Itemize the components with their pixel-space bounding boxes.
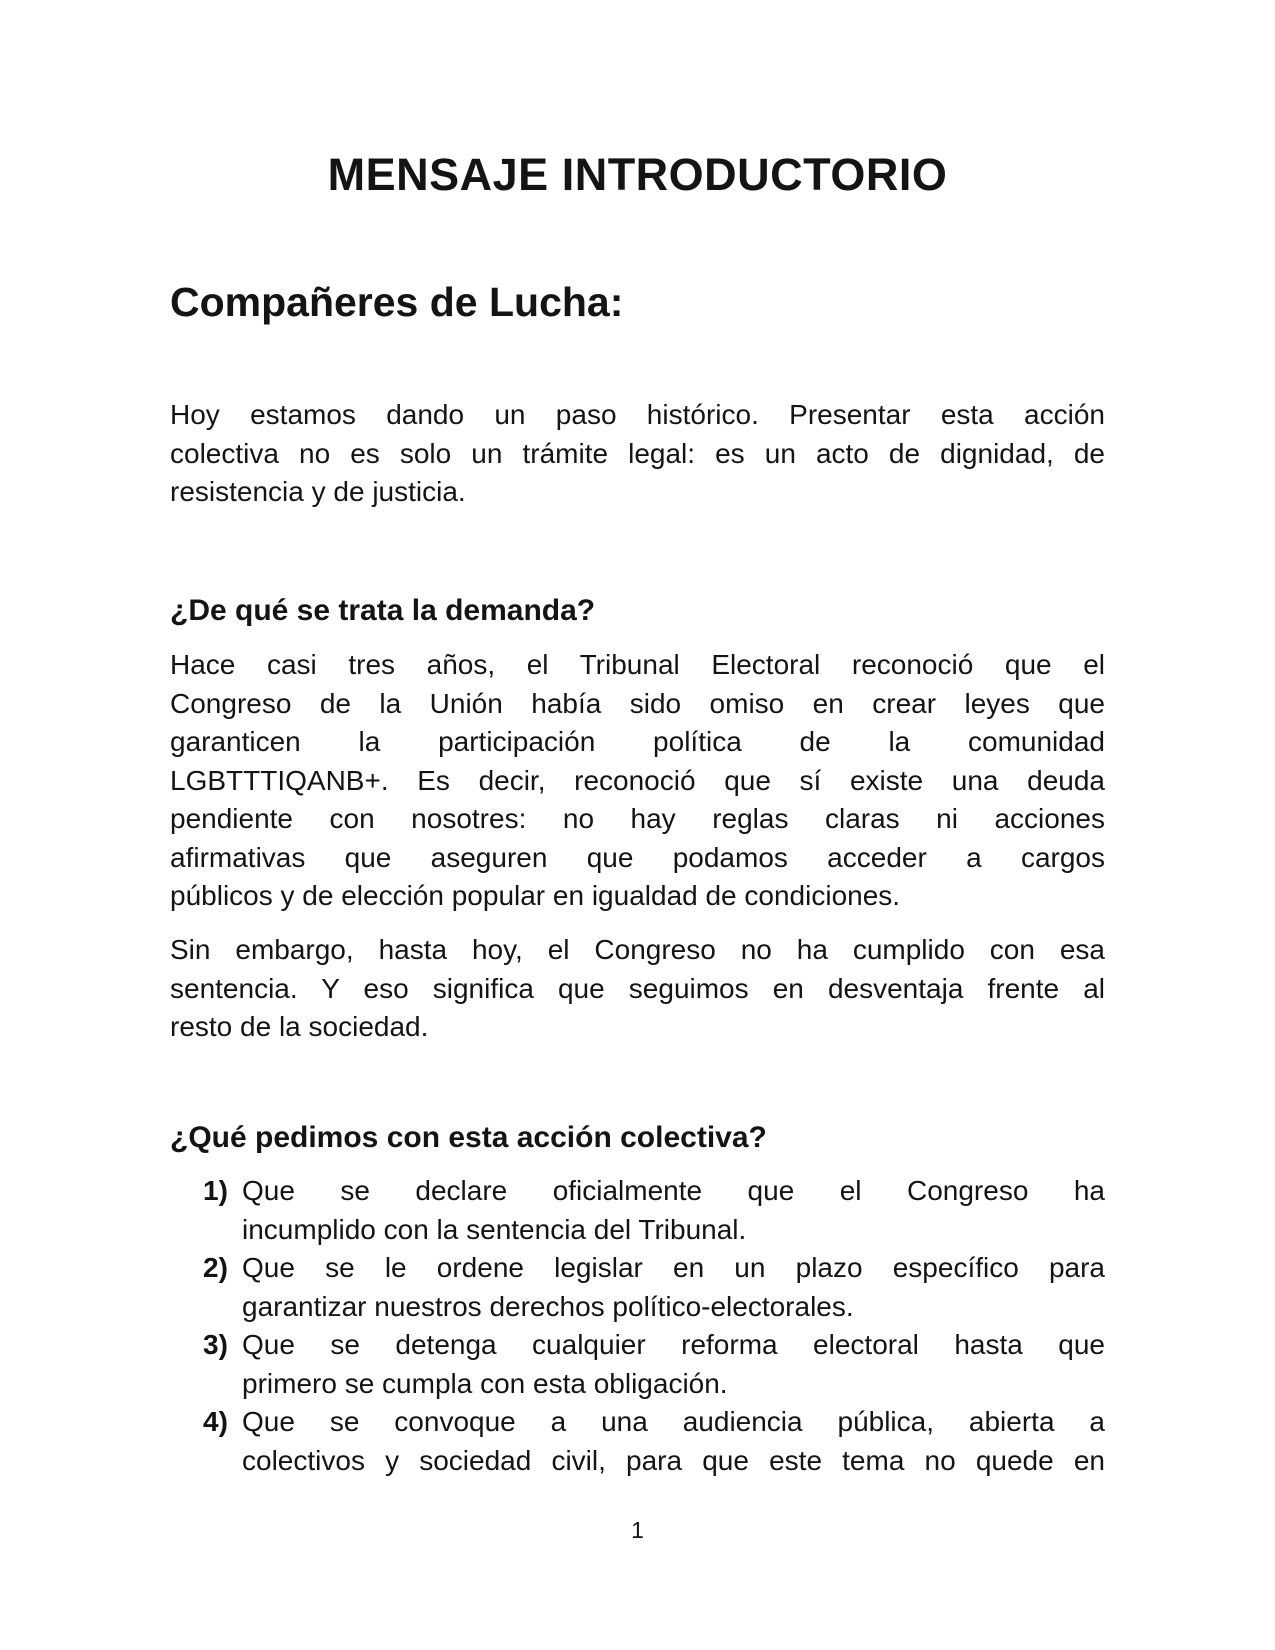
list-item-line: Que se declare oficialmente que el Congreso ha xyxy=(242,1175,1105,1206)
list-marker: 1) xyxy=(203,1175,228,1206)
paragraph-line: Hace casi tres años, el Tribunal Electoral reconoció que el xyxy=(170,649,1105,680)
paragraph-line: afirmativas que aseguren que podamos acceder a cargos xyxy=(170,841,1105,873)
page-number: 1 xyxy=(631,1517,644,1543)
list-item xyxy=(170,1326,1105,1403)
list-item xyxy=(170,1249,1105,1326)
paragraph-line: Hoy estamos dando un paso histórico. Presentar esta acción xyxy=(170,399,1105,430)
list-item-line: primero se cumpla con esta obligación. xyxy=(242,1367,728,1399)
section-heading-demanda: ¿De qué se trata la demanda? xyxy=(170,594,596,627)
list-item-line: Que se detenga cualquier reforma electoral hasta que xyxy=(242,1329,1105,1360)
paragraph-line: sentencia. Y eso significa que seguimos en desventaja frente al xyxy=(170,972,1105,1004)
section1-paragraph2 xyxy=(170,931,1105,1047)
list-item xyxy=(170,1172,1105,1249)
list-marker: 2) xyxy=(203,1252,228,1283)
list-item-line: Que se le ordene legislar en un plazo específico para xyxy=(242,1252,1105,1283)
list-item-line: colectivos y sociedad civil, para que este tema no quede en xyxy=(242,1444,1105,1476)
paragraph-line: garanticen la participación política de la comunidad xyxy=(170,726,1105,757)
petition-list xyxy=(170,1172,1105,1480)
list-item-line: Que se convoque a una audiencia pública, abierta a xyxy=(242,1406,1105,1437)
list-marker: 3) xyxy=(203,1329,228,1360)
paragraph-line: públicos y de elección popular en igualdad de condiciones. xyxy=(170,880,901,911)
section1-paragraph1 xyxy=(170,646,1105,916)
paragraph-line: pendiente con nosotres: no hay reglas claras ni acciones xyxy=(170,803,1105,834)
paragraph-line: colectiva no es solo un trámite legal: es un acto de dignidad, de xyxy=(170,437,1105,469)
list-item-line: garantizar nuestros derechos político-electorales. xyxy=(242,1290,854,1322)
list-item-line: incumplido con la sentencia del Tribunal. xyxy=(242,1213,747,1245)
document-title: MENSAJE INTRODUCTORIO xyxy=(327,149,948,200)
paragraph-line: resistencia y de justicia. xyxy=(170,476,466,507)
list-marker: 4) xyxy=(203,1406,228,1437)
section-heading-peticiones: ¿Qué pedimos con esta acción colectiva? xyxy=(170,1121,767,1154)
list-item xyxy=(170,1403,1105,1480)
intro-paragraph xyxy=(170,396,1105,512)
salutation: Compañeres de Lucha: xyxy=(170,279,624,325)
paragraph-line: resto de la sociedad. xyxy=(170,1011,429,1042)
paragraph-line: LGBTTTIQANB+. Es decir, reconoció que sí existe una deuda xyxy=(170,764,1105,796)
paragraph-line: Congreso de la Unión había sido omiso en crear leyes que xyxy=(170,687,1105,719)
paragraph-line: Sin embargo, hasta hoy, el Congreso no ha cumplido con esa xyxy=(170,934,1105,965)
